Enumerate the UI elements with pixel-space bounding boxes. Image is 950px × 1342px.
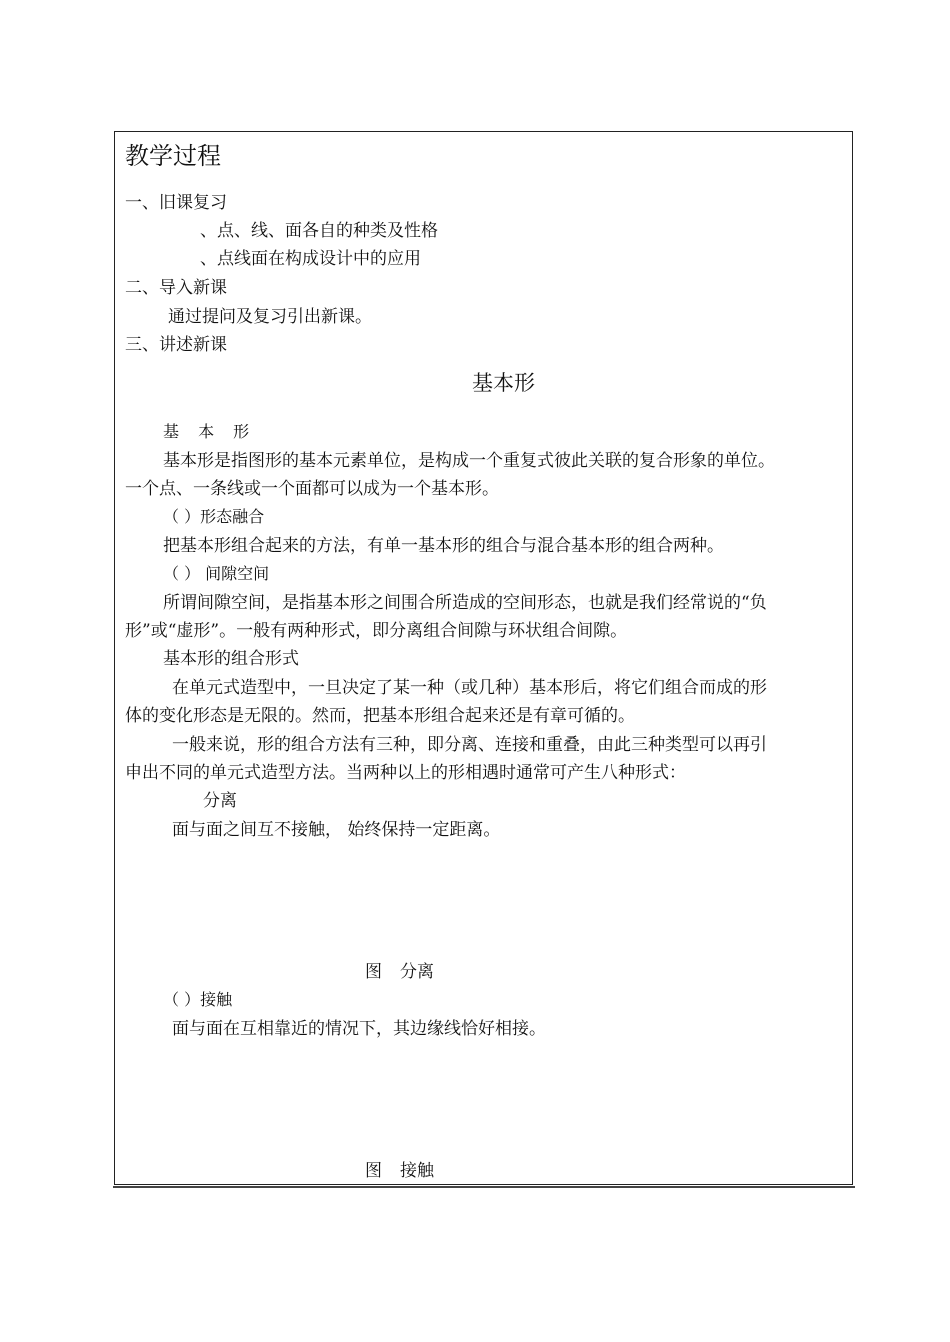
combo-p1-line-1: 在单元式造型中，一旦决定了某一种（或几种）基本形后，将它们组合而成的形: [172, 678, 767, 698]
intro-title: 二、导入新课: [125, 278, 227, 298]
section-heading: 教学过程: [125, 142, 221, 170]
intro-text: 通过提问及复习引出新课。: [168, 307, 372, 327]
definition-line-2: 一个点、一条线或一个面都可以成为一个基本形。: [125, 479, 499, 499]
combo-p2-line-1: 一般来说，形的组合方法有三种，即分离、连接和重叠，由此三种类型可以再引: [172, 735, 767, 755]
center-title: 基本形: [472, 371, 535, 395]
fusion-text: 把基本形组合起来的方法，有单一基本形的组合与混合基本形的组合两种。: [163, 536, 724, 556]
review-title: 一、旧课复习: [125, 193, 227, 213]
gap-title: （ ） 间隙空间: [163, 564, 270, 583]
combo-p2-line-2: 申出不同的单元式造型方法。当两种以上的形相遇时通常可产生八种形式：: [125, 763, 686, 783]
lecture-title: 三、讲述新课: [125, 335, 227, 355]
contact-title: （ ）接触: [163, 990, 233, 1009]
subtitle-text: 基 本 形: [163, 422, 257, 441]
figure-label: 图: [365, 962, 382, 982]
separation-text: 面与面之间互不接触， 始终保持一定距离。: [172, 820, 501, 840]
combo-p1-line-2: 体的变化形态是无限的。然而，把基本形组合起来还是有章可循的。: [125, 706, 635, 726]
review-item-1: 、点、线、面各自的种类及性格: [200, 221, 438, 241]
gap-line-1: 所谓间隙空间，是指基本形之间围合所造成的空间形态，也就是我们经常说的“负: [163, 593, 767, 613]
definition-line-1: 基本形是指图形的基本元素单位，是构成一个重复式彼此关联的复合形象的单位。: [163, 451, 775, 471]
figure-label: 图: [365, 1161, 382, 1181]
subtitle-basic-form: [163, 422, 256, 442]
figure-caption-contact: [365, 1161, 434, 1181]
contact-text: 面与面在互相靠近的情况下，其边缘线恰好相接。: [172, 1019, 546, 1039]
separation-title: 分离: [203, 791, 237, 811]
figure-caption-text: 分离: [400, 962, 434, 982]
figure-caption-text: 接触: [400, 1161, 434, 1181]
gap-line-2: 形”或“虚形”。一般有两种形式，即分离组合间隙与环状组合间隙。: [125, 621, 628, 641]
review-item-2: 、点线面在构成设计中的应用: [200, 249, 421, 269]
figure-caption-separation: [365, 962, 434, 982]
fusion-title: （ ）形态融合: [163, 507, 265, 526]
combo-title: 基本形的组合形式: [163, 649, 299, 669]
